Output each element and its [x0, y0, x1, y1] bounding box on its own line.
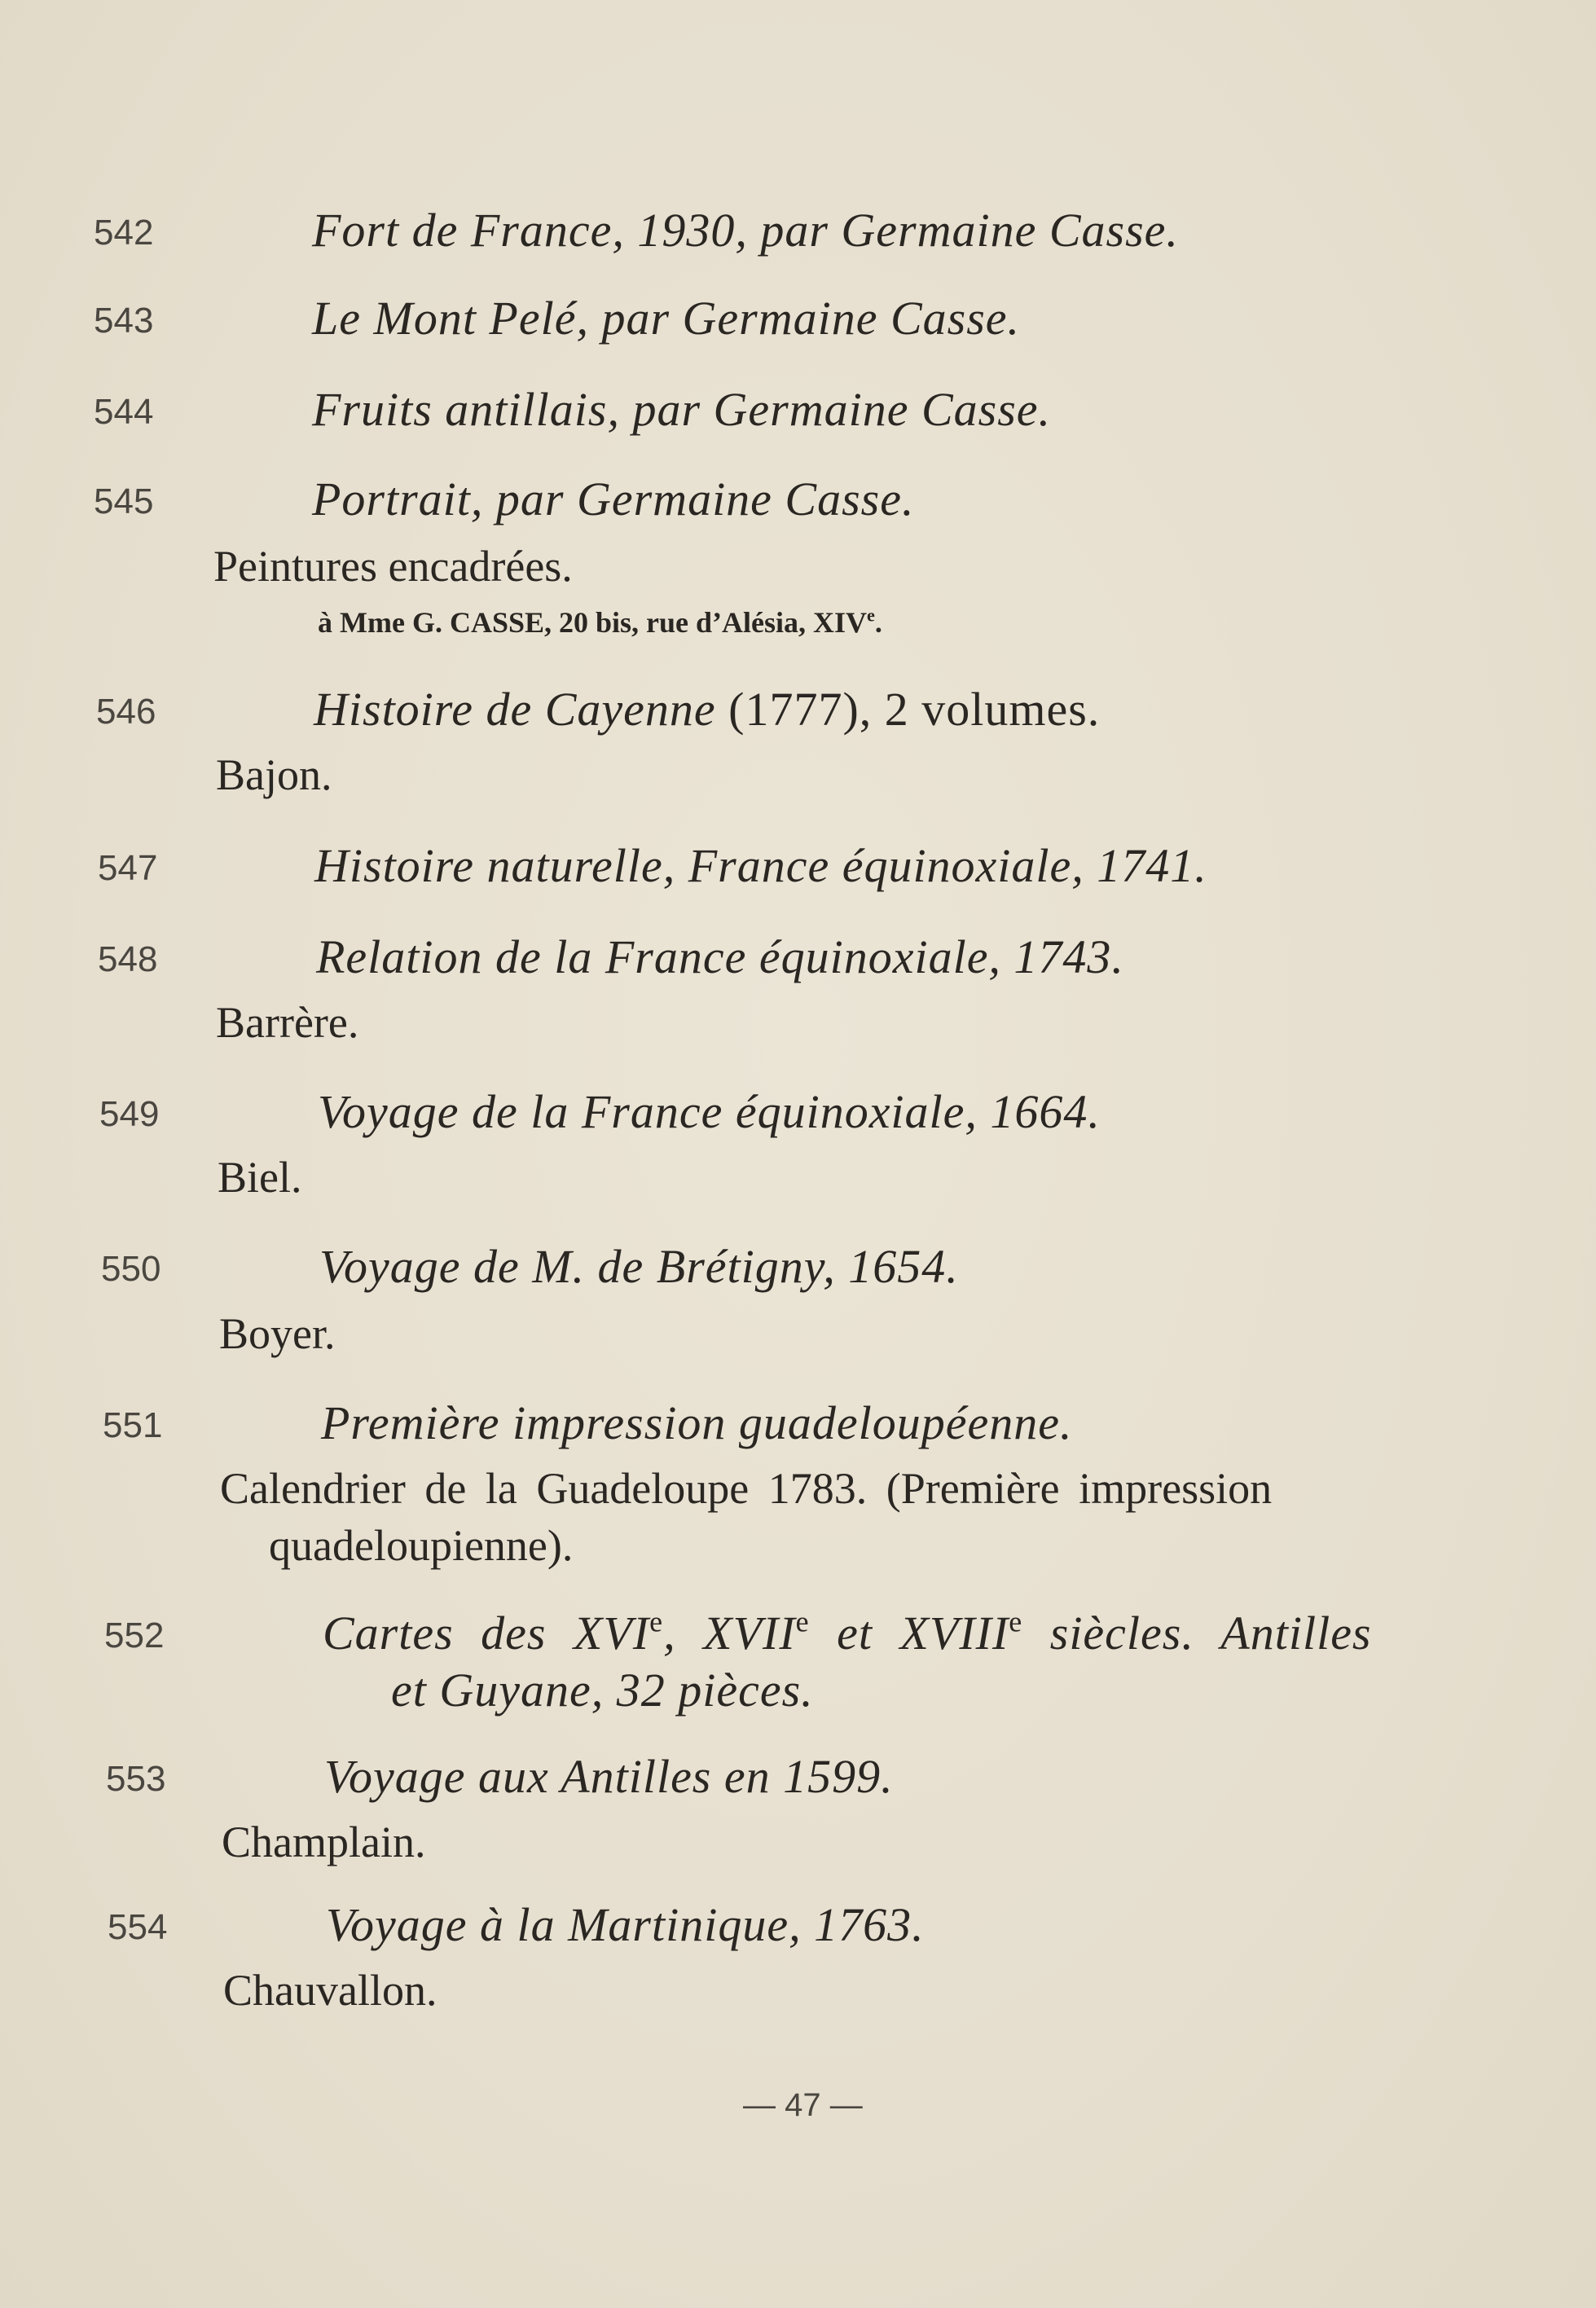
- entry-owner: à Mme G. CASSE, 20 bis, rue d’Alésia, XIVe.: [318, 604, 882, 639]
- entry-title: Voyage aux Antilles en 1599.: [324, 1750, 894, 1803]
- entry-title: Le Mont Pelé, par Germaine Casse.: [312, 292, 1021, 345]
- entry-author: Barrère.: [216, 998, 359, 1047]
- entry-title: Fruits antillais, par Germaine Casse.: [312, 383, 1052, 436]
- entry-title: Fort de France, 1930, par Germaine Casse.: [312, 204, 1179, 257]
- entry-title: Histoire de Cayenne (1777), 2 volumes.: [314, 683, 1101, 736]
- entry-title: Voyage à la Martinique, 1763.: [326, 1898, 925, 1951]
- page-number: — 47 —: [743, 2087, 863, 2123]
- entry-number: 544: [94, 392, 154, 432]
- entry-number: 543: [94, 301, 154, 341]
- entry-number: 550: [101, 1249, 161, 1289]
- entry-number: 546: [96, 692, 156, 732]
- entry-number: 549: [99, 1094, 160, 1134]
- entry-number: 554: [108, 1907, 168, 1947]
- entry-description: Peintures encadrées.: [213, 542, 573, 591]
- entry-author: Biel.: [218, 1153, 302, 1202]
- entry-number: 545: [94, 481, 154, 521]
- entry-number: 542: [94, 213, 154, 253]
- entry-number: 548: [98, 939, 158, 979]
- entry-title: Première impression guadeloupéenne.: [321, 1396, 1073, 1449]
- entry-number: 547: [98, 848, 158, 888]
- entry-number: 553: [106, 1759, 166, 1799]
- entry-author: Bajon.: [216, 750, 332, 799]
- entry-author: Boyer.: [219, 1309, 336, 1358]
- entry-title: Histoire naturelle, France équinoxiale, 1741.: [314, 839, 1207, 892]
- entry-title: Portrait, par Germaine Casse.: [312, 473, 915, 525]
- entry-title-continued: et Guyane, 32 pièces.: [391, 1664, 814, 1717]
- entry-title: Cartes des XVIe, XVIIe et XVIIIe siècles. Antilles: [323, 1605, 1372, 1660]
- entry-author: Champlain.: [222, 1818, 426, 1866]
- entry-title: Relation de la France équinoxiale, 1743.: [316, 930, 1124, 983]
- entry-number: 552: [104, 1616, 165, 1655]
- entry-description: quadeloupienne).: [269, 1521, 574, 1570]
- entry-description: Calendrier de la Guadeloupe 1783. (Première impression: [220, 1464, 1273, 1513]
- entry-number: 551: [103, 1405, 163, 1445]
- entry-title: Voyage de M. de Brétigny, 1654.: [319, 1240, 959, 1293]
- entry-title: Voyage de la France équinoxiale, 1664.: [318, 1085, 1101, 1138]
- entry-author: Chauvallon.: [223, 1966, 437, 2015]
